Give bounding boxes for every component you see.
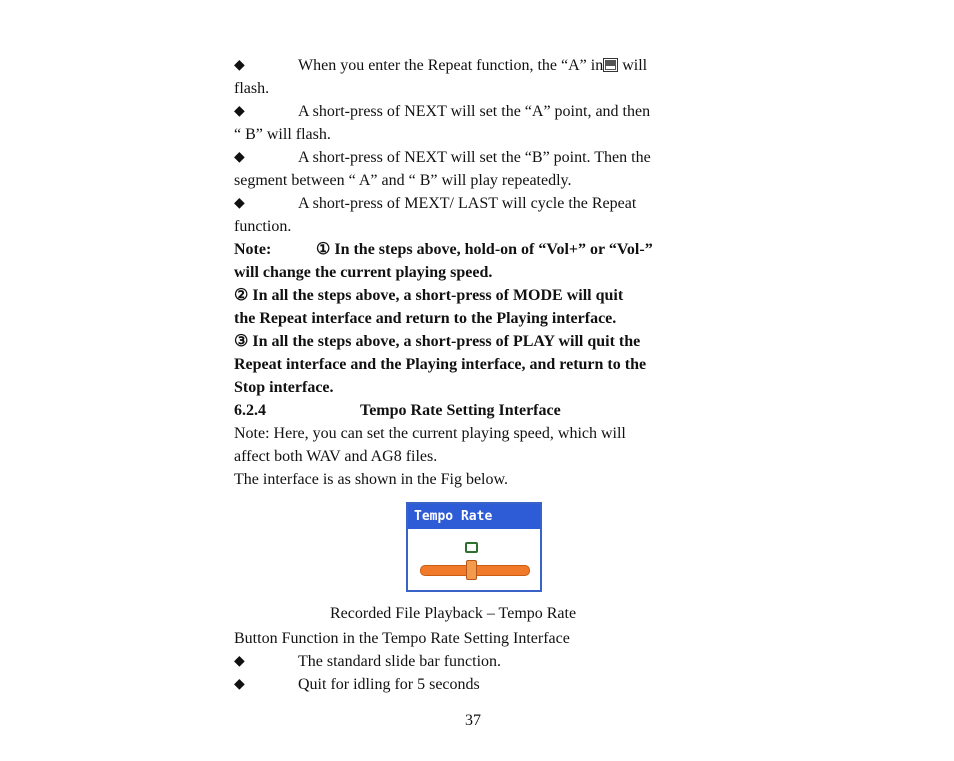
bullet-text: A short-press of NEXT will set the “B” point. Then the bbox=[298, 149, 651, 166]
body-line: affect both WAV and AG8 files. bbox=[234, 448, 438, 465]
bullet-item bbox=[234, 54, 724, 77]
bullet-continuation: segment between “ A” and “ B” will play repeatedly. bbox=[234, 172, 572, 189]
note-line: Stop interface. bbox=[234, 379, 334, 396]
section-number: 6.2.4 bbox=[234, 402, 266, 419]
note-line: will change the current playing speed. bbox=[234, 264, 493, 281]
bullet-continuation: “ B” will flash. bbox=[234, 126, 331, 143]
bullet-text: The standard slide bar function. bbox=[298, 653, 502, 670]
bullet-continuation: flash. bbox=[234, 80, 270, 97]
note-label: Note: bbox=[234, 241, 272, 258]
page-number: 37 bbox=[465, 712, 481, 729]
bullet-item bbox=[234, 673, 724, 696]
bullet-item bbox=[234, 192, 724, 215]
lower-text-block bbox=[234, 627, 724, 696]
diamond-bullet-icon: ◆ bbox=[234, 196, 245, 211]
bullet-continuation: function. bbox=[234, 218, 292, 235]
ab-repeat-icon bbox=[603, 58, 618, 72]
bullet-text: When you enter the Repeat function, the “A” in will bbox=[298, 57, 648, 74]
tempo-rate-figure bbox=[406, 502, 542, 592]
diamond-bullet-icon: ◆ bbox=[234, 677, 245, 692]
diamond-bullet-icon: ◆ bbox=[234, 104, 245, 119]
speed-indicator-icon bbox=[465, 542, 478, 553]
section-heading bbox=[234, 399, 724, 422]
note-line: ③ In all the steps above, a short-press of PLAY will quit the bbox=[234, 333, 641, 350]
diamond-bullet-icon: ◆ bbox=[234, 58, 245, 73]
bullet-item bbox=[234, 146, 724, 169]
note-line: the Repeat interface and return to the Playing interface. bbox=[234, 310, 617, 327]
note-line: ② In all the steps above, a short-press of MODE will quit bbox=[234, 287, 624, 304]
bullet-item bbox=[234, 650, 724, 673]
bullet-text: Quit for idling for 5 seconds bbox=[298, 676, 480, 693]
body-line: Note: Here, you can set the current playing speed, which will bbox=[234, 425, 626, 442]
diamond-bullet-icon: ◆ bbox=[234, 150, 245, 165]
diamond-bullet-icon: ◆ bbox=[234, 654, 245, 669]
note-line: Note: ① In the steps above, hold-on of “Vol+” or “Vol-” bbox=[234, 238, 724, 261]
bullet-item bbox=[234, 100, 724, 123]
note-line: Repeat interface and the Playing interface, and return to the bbox=[234, 356, 647, 373]
tempo-slider-knob bbox=[466, 560, 477, 580]
section-title: Tempo Rate Setting Interface bbox=[360, 402, 561, 419]
body-line: The interface is as shown in the Fig below. bbox=[234, 471, 509, 488]
button-function-heading: Button Function in the Tempo Rate Setting Interface bbox=[234, 630, 570, 647]
bullet-text: A short-press of NEXT will set the “A” point, and then bbox=[298, 103, 651, 120]
top-text-block bbox=[234, 54, 724, 491]
bullet-text: A short-press of MEXT/ LAST will cycle the Repeat bbox=[298, 195, 637, 212]
figure-caption: Recorded File Playback – Tempo Rate bbox=[330, 605, 577, 622]
figure-title: Tempo Rate bbox=[408, 504, 540, 529]
